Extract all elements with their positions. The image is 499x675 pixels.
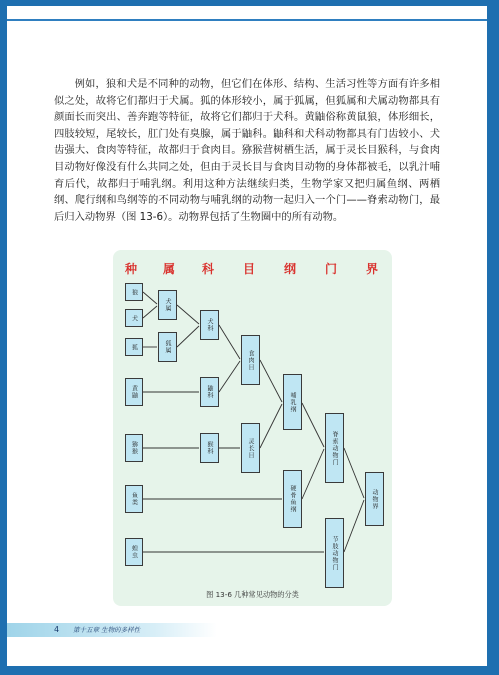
node-mammalia: 哺乳纲 (283, 374, 302, 430)
node-vulpes: 狐属 (158, 332, 177, 362)
rank-genus: 属 (163, 262, 176, 276)
node-wolf: 狼 (125, 283, 143, 301)
node-arthropoda: 节肢动物门 (325, 518, 344, 588)
node-chordata: 脊索动物门 (325, 413, 344, 483)
node-fish: 鱼类 (125, 485, 143, 513)
rank-phylum: 门 (325, 262, 338, 276)
node-dog: 犬 (125, 309, 143, 327)
node-macaque: 猕猴 (125, 434, 143, 462)
node-insect: 蝗虫 (125, 538, 143, 566)
rank-species: 种 (125, 262, 138, 276)
rank-order: 目 (243, 262, 256, 276)
page-sheet (7, 6, 487, 666)
page-number: 4 (54, 625, 60, 634)
rank-kingdom: 界 (366, 262, 379, 276)
node-canis: 犬属 (158, 290, 177, 320)
node-carnivora: 食肉目 (241, 335, 260, 385)
classification-figure (113, 250, 392, 606)
node-primates: 灵长目 (241, 423, 260, 473)
node-cercopithecidae: 猴科 (200, 433, 219, 463)
rank-family: 科 (202, 262, 215, 276)
body-paragraph: 例如，狼和犬是不同种的动物，但它们在体形、结构、生活习性等方面有许多相似之处，故将它们都归于犬属。狐的体形较小，属于狐属，但狐属和犬属动物都具有颜面长而突出、善奔跑等特征，故将它们都归于犬科。黄鼬俗称黄鼠狼，体形细长，四肢较短，尾较长，肛门处有臭腺，属于鼬科。鼬科和犬科动物都具有门齿较小、犬齿强大、食肉等特征，故都归于食肉目。猕猴营树栖生活，属于灵长目猴科，与食肉目动物好像没有什么共同之处，但由于灵长目与食肉目动物的身体都被毛，以乳汁哺育后代，故都归于哺乳纲。利用这种方法继续归类，生物学家又把归属鱼纲、两栖纲、爬行纲和鸟纲等的不同动物与哺乳纲的动物一起归入一个门——脊索动物门，最后归入动物界（图 13-6）。动物界包括了生物圈中的所有动物。 (54, 78, 440, 223)
node-mustelidae: 鼬科 (200, 377, 219, 407)
node-canidae: 犬科 (200, 310, 219, 340)
rank-class: 纲 (284, 262, 297, 276)
page-footer (7, 623, 217, 637)
figure-caption: 图 13-6 几种常见动物的分类 (206, 590, 299, 599)
node-fox: 狐 (125, 338, 143, 356)
chapter-title: 第十五章 生物的多样性 (73, 626, 141, 634)
node-weasel: 黄鼬 (125, 378, 143, 406)
node-animalia: 动物界 (365, 472, 384, 526)
node-osteichthyes: 硬骨鱼纲 (283, 470, 302, 528)
header-rule (7, 19, 487, 21)
